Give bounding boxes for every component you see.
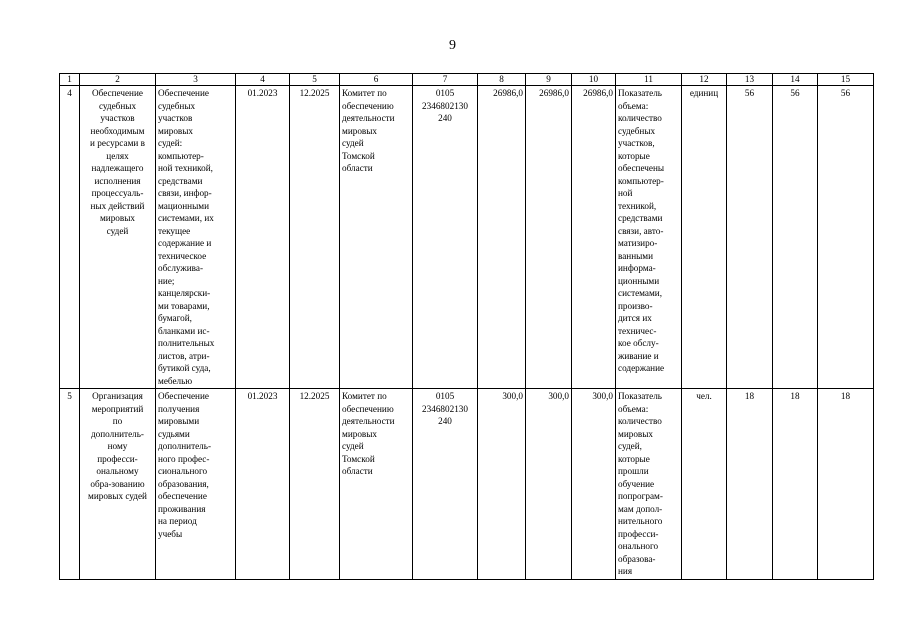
measure-cell: Обеспечение судебных участков мировых судей: компьютер- ной техникой, средствами связи, инфор- мационными системами, их текущее содержание и техническое обслужива- ние; канцелярски- ми товарами, бумагой, бланками ис- полнительных листов, атри- бутикой суда, мебелью bbox=[156, 86, 236, 389]
target-value-cell: 56 bbox=[773, 86, 818, 389]
task-cell: Организация мероприятий по дополнитель- ному професси- ональному обра-зованию мировых судей bbox=[80, 389, 156, 580]
start-date-cell: 01.2023 bbox=[236, 86, 290, 389]
column-number-cell: 2 bbox=[80, 74, 156, 86]
column-number-cell: 14 bbox=[773, 74, 818, 86]
program-table bbox=[59, 73, 874, 580]
funding-cell: 26986,0 bbox=[572, 86, 616, 389]
funding-cell: 300,0 bbox=[572, 389, 616, 580]
end-date-cell: 12.2025 bbox=[290, 389, 340, 580]
target-value-cell: 56 bbox=[727, 86, 773, 389]
column-number-cell: 12 bbox=[682, 74, 727, 86]
row-number-cell: 5 bbox=[60, 389, 80, 580]
target-value-cell: 18 bbox=[773, 389, 818, 580]
budget-code-cell: 0105 2346802130 240 bbox=[413, 86, 478, 389]
start-date-cell: 01.2023 bbox=[236, 389, 290, 580]
funding-cell: 26986,0 bbox=[478, 86, 526, 389]
funding-cell: 300,0 bbox=[478, 389, 526, 580]
column-number-cell: 4 bbox=[236, 74, 290, 86]
executor-cell: Комитет по обеспечению деятельности мировых судей Томской области bbox=[340, 86, 413, 389]
indicator-cell: Показатель объема: количество судебных участков, которые обеспечены компьютер- ной техникой, средствами связи, авто- матизиро- ванными информа- ционными системами, произво- дится их техничес- кое обслу- живание и содержание bbox=[616, 86, 682, 389]
unit-cell: единиц bbox=[682, 86, 727, 389]
page-number: 9 bbox=[449, 38, 456, 53]
indicator-cell: Показатель объема: количество мировых судей, которые прошли обучение попрограм- мам допол- нительного професси- онального образова- ния bbox=[616, 389, 682, 580]
budget-code-cell: 0105 2346802130 240 bbox=[413, 389, 478, 580]
table-row bbox=[60, 389, 874, 580]
column-number-cell: 11 bbox=[616, 74, 682, 86]
row-number-cell: 4 bbox=[60, 86, 80, 389]
column-number-cell: 3 bbox=[156, 74, 236, 86]
column-number-cell: 9 bbox=[526, 74, 572, 86]
unit-cell: чел. bbox=[682, 389, 727, 580]
column-number-cell: 5 bbox=[290, 74, 340, 86]
funding-cell: 26986,0 bbox=[526, 86, 572, 389]
column-number-cell: 7 bbox=[413, 74, 478, 86]
executor-cell: Комитет по обеспечению деятельности мировых судей Томской области bbox=[340, 389, 413, 580]
column-number-cell: 6 bbox=[340, 74, 413, 86]
end-date-cell: 12.2025 bbox=[290, 86, 340, 389]
header-row bbox=[60, 74, 874, 86]
table-row bbox=[60, 86, 874, 389]
task-cell: Обеспечение судебных участков необходимым и ресурсами в целях надлежащего исполнения процессуаль- ных действий мировых судей bbox=[80, 86, 156, 389]
target-value-cell: 18 bbox=[727, 389, 773, 580]
column-number-cell: 1 bbox=[60, 74, 80, 86]
column-number-cell: 15 bbox=[818, 74, 874, 86]
column-number-cell: 13 bbox=[727, 74, 773, 86]
column-number-cell: 8 bbox=[478, 74, 526, 86]
target-value-cell: 56 bbox=[818, 86, 874, 389]
measure-cell: Обеспечение получения мировыми судьями дополнитель- ного профес- сионального образования, обеспечение проживания на период учебы bbox=[156, 389, 236, 580]
target-value-cell: 18 bbox=[818, 389, 874, 580]
column-number-cell: 10 bbox=[572, 74, 616, 86]
funding-cell: 300,0 bbox=[526, 389, 572, 580]
